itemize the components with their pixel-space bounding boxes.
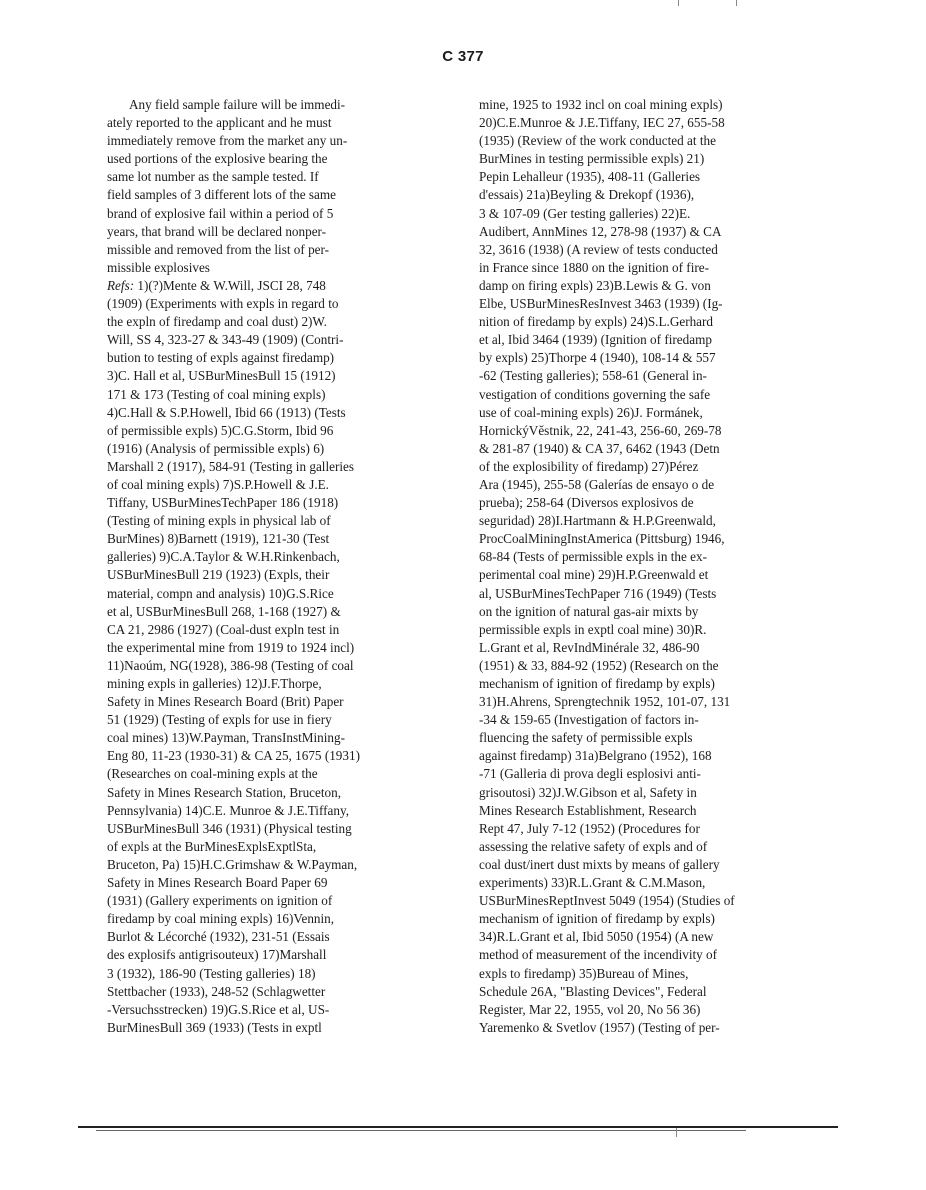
left-column-line: BurMinesBull 369 (1933) (Tests in exptl xyxy=(107,1019,322,1035)
right-column-line: -62 (Testing galleries); 558-61 (General in- xyxy=(479,368,707,384)
right-column-line: grisoutosi) 32)J.W.Gibson et al, Safety in xyxy=(479,784,697,800)
right-column-line: method of measurement of the incendivity of xyxy=(479,947,718,963)
right-column-line: Ara (1945), 255-58 (Galerías de ensayo o de xyxy=(479,476,715,492)
left-column-line: of expls at the BurMinesExplsExptlSta, xyxy=(107,838,317,854)
right-column-line: coal dust/inert dust mixts by means of gallery xyxy=(479,856,720,872)
left-column-line: Stettbacher (1933), 248-52 (Schlagwetter xyxy=(107,983,326,999)
left-column-line: brand of explosive fail within a period of 5 xyxy=(107,205,334,221)
right-column-line: by expls) 25)Thorpe 4 (1940), 108-14 & 557 xyxy=(479,350,716,366)
right-column-line: d'essais) 21a)Beyling & Drekopf (1936), xyxy=(479,187,695,203)
right-column-line: permissible expls in exptl coal mine) 30)R. xyxy=(479,621,707,637)
right-column-line: Pepin Lehalleur (1935), 408-11 (Galleries xyxy=(479,169,701,185)
top-scan-mark xyxy=(736,0,737,6)
left-column-line: missible and removed from the list of per- xyxy=(107,241,330,257)
right-column xyxy=(479,96,791,1037)
right-column-line: expls to firedamp) 35)Bureau of Mines, xyxy=(479,965,689,981)
right-column-line: Register, Mar 22, 1955, vol 20, No 56 36) xyxy=(479,1001,701,1017)
left-column-line: ately reported to the applicant and he must xyxy=(107,115,332,131)
left-column-line: Safety in Mines Research Board Paper 69 xyxy=(107,875,328,891)
top-scan-mark xyxy=(678,0,679,6)
right-column-line: on the ignition of natural gas-air mixts by xyxy=(479,603,699,619)
left-column-line: USBurMinesBull 219 (1923) (Expls, their xyxy=(107,567,330,583)
left-column-line: 171 & 173 (Testing of coal mining expls) xyxy=(107,386,326,402)
left-column-line: firedamp by coal mining expls) 16)Vennin, xyxy=(107,911,335,927)
left-column-line: immediately remove from the market any un- xyxy=(107,133,348,149)
right-column-line: & 281-87 (1940) & CA 37, 6462 (1943 (Detn xyxy=(479,440,720,456)
left-column-line: 3 (1932), 186-90 (Testing galleries) 18) xyxy=(107,965,316,981)
right-column-line: al, USBurMinesTechPaper 716 (1949) (Tests xyxy=(479,585,717,601)
left-column-line: Eng 80, 11-23 (1930-31) & CA 25, 1675 (1931) xyxy=(107,748,360,764)
left-column-line: coal mines) 13)W.Payman, TransInstMining- xyxy=(107,730,345,746)
right-column-line: -71 (Galleria di prova degli esplosivi anti- xyxy=(479,766,701,782)
right-column-line: use of coal-mining expls) 26)J. Formánek, xyxy=(479,404,703,420)
left-column-line: the experimental mine from 1919 to 1924 incl) xyxy=(107,639,355,655)
left-column-line: of coal mining expls) 7)S.P.Howell & J.E. xyxy=(107,476,329,492)
right-column-line: nition of firedamp by expls) 24)S.L.Gerhard xyxy=(479,314,714,330)
right-column-line: perimental coal mine) 29)H.P.Greenwald et xyxy=(479,567,709,583)
right-column-line: 3 & 107-09 (Ger testing galleries) 22)E. xyxy=(479,205,691,221)
left-column-line: des explosifs antigrisouteux) 17)Marshall xyxy=(107,947,327,963)
left-column-line: Will, SS 4, 323-27 & 343-49 (1909) (Contri- xyxy=(107,332,344,348)
left-column-line: USBurMinesBull 346 (1931) (Physical testing xyxy=(107,820,352,836)
right-column-line: seguridad) 28)I.Hartmann & H.P.Greenwald, xyxy=(479,513,716,529)
right-column-line: mechanism of ignition of firedamp by expls) xyxy=(479,676,715,691)
right-column-line: prueba); 258-64 (Diversos explosivos de xyxy=(479,495,694,511)
right-column-line: of the explosibility of firedamp) 27)Pérez xyxy=(479,458,699,474)
left-column-line: the expln of firedamp and coal dust) 2)W. xyxy=(107,314,327,330)
left-column-line: Any field sample failure will be immedi- xyxy=(129,97,346,112)
left-column-line: BurMines) 8)Barnett (1919), 121-30 (Test xyxy=(107,531,330,547)
right-column-line: Elbe, USBurMinesResInvest 3463 (1939) (Ig- xyxy=(479,296,723,312)
right-column-line: 34)R.L.Grant et al, Ibid 5050 (1954) (A new xyxy=(479,929,714,945)
right-column-line: Yaremenko & Svetlov (1957) (Testing of per- xyxy=(479,1019,720,1035)
left-column-line: Safety in Mines Research Station, Bruceton, xyxy=(107,784,342,800)
left-column-line: Marshall 2 (1917), 584-91 (Testing in galleries xyxy=(107,458,355,474)
bottom-rule xyxy=(78,1126,838,1128)
left-column-line: -Versuchsstrecken) 19)G.S.Rice et al, US- xyxy=(107,1001,330,1017)
refs-label: Refs: xyxy=(107,277,135,293)
right-column-line: against firedamp) 31a)Belgrano (1952), 168 xyxy=(479,748,712,764)
left-column-line: material, compn and analysis) 10)G.S.Rice xyxy=(107,585,334,601)
right-column-line: (1951) & 33, 884-92 (1952) (Research on the xyxy=(479,657,719,673)
right-column-line: 31)H.Ahrens, Sprengtechnik 1952, 101-07, 131 xyxy=(479,694,731,710)
right-column-line: 20)C.E.Munroe & J.E.Tiffany, IEC 27, 655-58 xyxy=(479,115,725,131)
left-column-line: of permissible expls) 5)C.G.Storm, Ibid 96 xyxy=(107,422,334,438)
right-column-line: L.Grant et al, RevIndMinérale 32, 486-90 xyxy=(479,639,700,655)
left-column-line: used portions of the explosive bearing the xyxy=(107,151,328,167)
left-column-line: 4)C.Hall & S.P.Howell, Ibid 66 (1913) (Tests xyxy=(107,404,346,420)
right-column-line: assessing the relative safety of expls and of xyxy=(479,838,708,854)
left-column-line: et al, USBurMinesBull 268, 1-168 (1927) & xyxy=(107,603,341,619)
left-column-line: same lot number as the sample tested. If xyxy=(107,169,319,185)
right-column-line: BurMines in testing permissible expls) 21) xyxy=(479,151,705,167)
left-column-line: (Testing of mining expls in physical lab of xyxy=(107,513,331,529)
left-column-line: field samples of 3 different lots of the same xyxy=(107,187,337,203)
left-column-line: (1916) (Analysis of permissible expls) 6) xyxy=(107,440,325,456)
left-column-line: Burlot & Lécorché (1932), 231-51 (Essais xyxy=(107,929,330,945)
right-column-line: 68-84 (Tests of permissible expls in the ex- xyxy=(479,549,707,565)
right-column-line: damp on firing expls) 23)B.Lewis & G. von xyxy=(479,277,711,293)
left-column-line: Bruceton, Pa) 15)H.C.Grimshaw & W.Payman, xyxy=(107,856,358,872)
left-column-line: Safety in Mines Research Board (Brit) Paper xyxy=(107,694,344,710)
right-column-line: et al, Ibid 3464 (1939) (Ignition of firedamp xyxy=(479,332,712,348)
page-number: C 377 xyxy=(442,48,484,65)
right-column-line: USBurMinesReptInvest 5049 (1954) (Studies of xyxy=(479,893,735,909)
left-column-line: (1931) (Gallery experiments on ignition of xyxy=(107,893,333,909)
right-column-line: (1935) (Review of the work conducted at the xyxy=(479,133,716,149)
left-column-line: CA 21, 2986 (1927) (Coal-dust expln test in xyxy=(107,621,340,637)
left-column-line: bution to testing of expls against firedamp) xyxy=(107,350,335,366)
left-column-line: missible explosives xyxy=(107,259,210,275)
left-column-line: galleries) 9)C.A.Taylor & W.H.Rinkenbach, xyxy=(107,549,340,565)
right-column-line: Schedule 26A, "Blasting Devices", Federal xyxy=(479,983,707,999)
right-column-line: Mines Research Establishment, Research xyxy=(479,802,697,818)
left-column-line: Tiffany, USBurMinesTechPaper 186 (1918) xyxy=(107,495,339,511)
left-column-line: Pennsylvania) 14)C.E. Munroe & J.E.Tiffany, xyxy=(107,802,349,818)
left-column-line: 11)Naoúm, NG(1928), 386-98 (Testing of coal xyxy=(107,657,354,673)
right-column-line: in France since 1880 on the ignition of fire- xyxy=(479,259,709,275)
left-column xyxy=(107,96,407,1037)
right-column-line: Rept 47, July 7-12 (1952) (Procedures for xyxy=(479,820,700,836)
right-column-line: mine, 1925 to 1932 incl on coal mining expls) xyxy=(479,97,723,112)
left-column-line: Refs: 1)(?)Mente & W.Will, JSCI 28, 748 xyxy=(107,277,326,293)
left-column-line: (1909) (Experiments with expls in regard to xyxy=(107,296,339,312)
right-column-line: -34 & 159-65 (Investigation of factors in- xyxy=(479,712,699,728)
right-column-line: HornickýVěstnik, 22, 241-43, 256-60, 269-78 xyxy=(479,422,722,438)
left-column-line: years, that brand will be declared nonper- xyxy=(107,223,327,239)
right-column-line: Audibert, AnnMines 12, 278-98 (1937) & CA xyxy=(479,223,722,239)
right-column-line: ProcCoalMiningInstAmerica (Pittsburg) 1946, xyxy=(479,531,725,547)
right-column-line: experiments) 33)R.L.Grant & C.M.Mason, xyxy=(479,875,706,891)
right-column-line: vestigation of conditions governing the safe xyxy=(479,386,711,402)
left-column-line: mining expls in galleries) 12)J.F.Thorpe, xyxy=(107,676,322,691)
left-column-line: 3)C. Hall et al, USBurMinesBull 15 (1912) xyxy=(107,368,336,384)
right-column-line: 32, 3616 (1938) (A review of tests conducted xyxy=(479,241,718,257)
bottom-scan-mark xyxy=(676,1128,677,1137)
left-column-line: 51 (1929) (Testing of expls for use in fiery xyxy=(107,712,332,728)
right-column-line: mechanism of ignition of firedamp by expls) xyxy=(479,911,715,927)
right-column-line: fluencing the safety of permissible expls xyxy=(479,730,693,746)
left-column-line: (Researches on coal-mining expls at the xyxy=(107,766,318,782)
bottom-rule-shadow xyxy=(96,1130,746,1131)
